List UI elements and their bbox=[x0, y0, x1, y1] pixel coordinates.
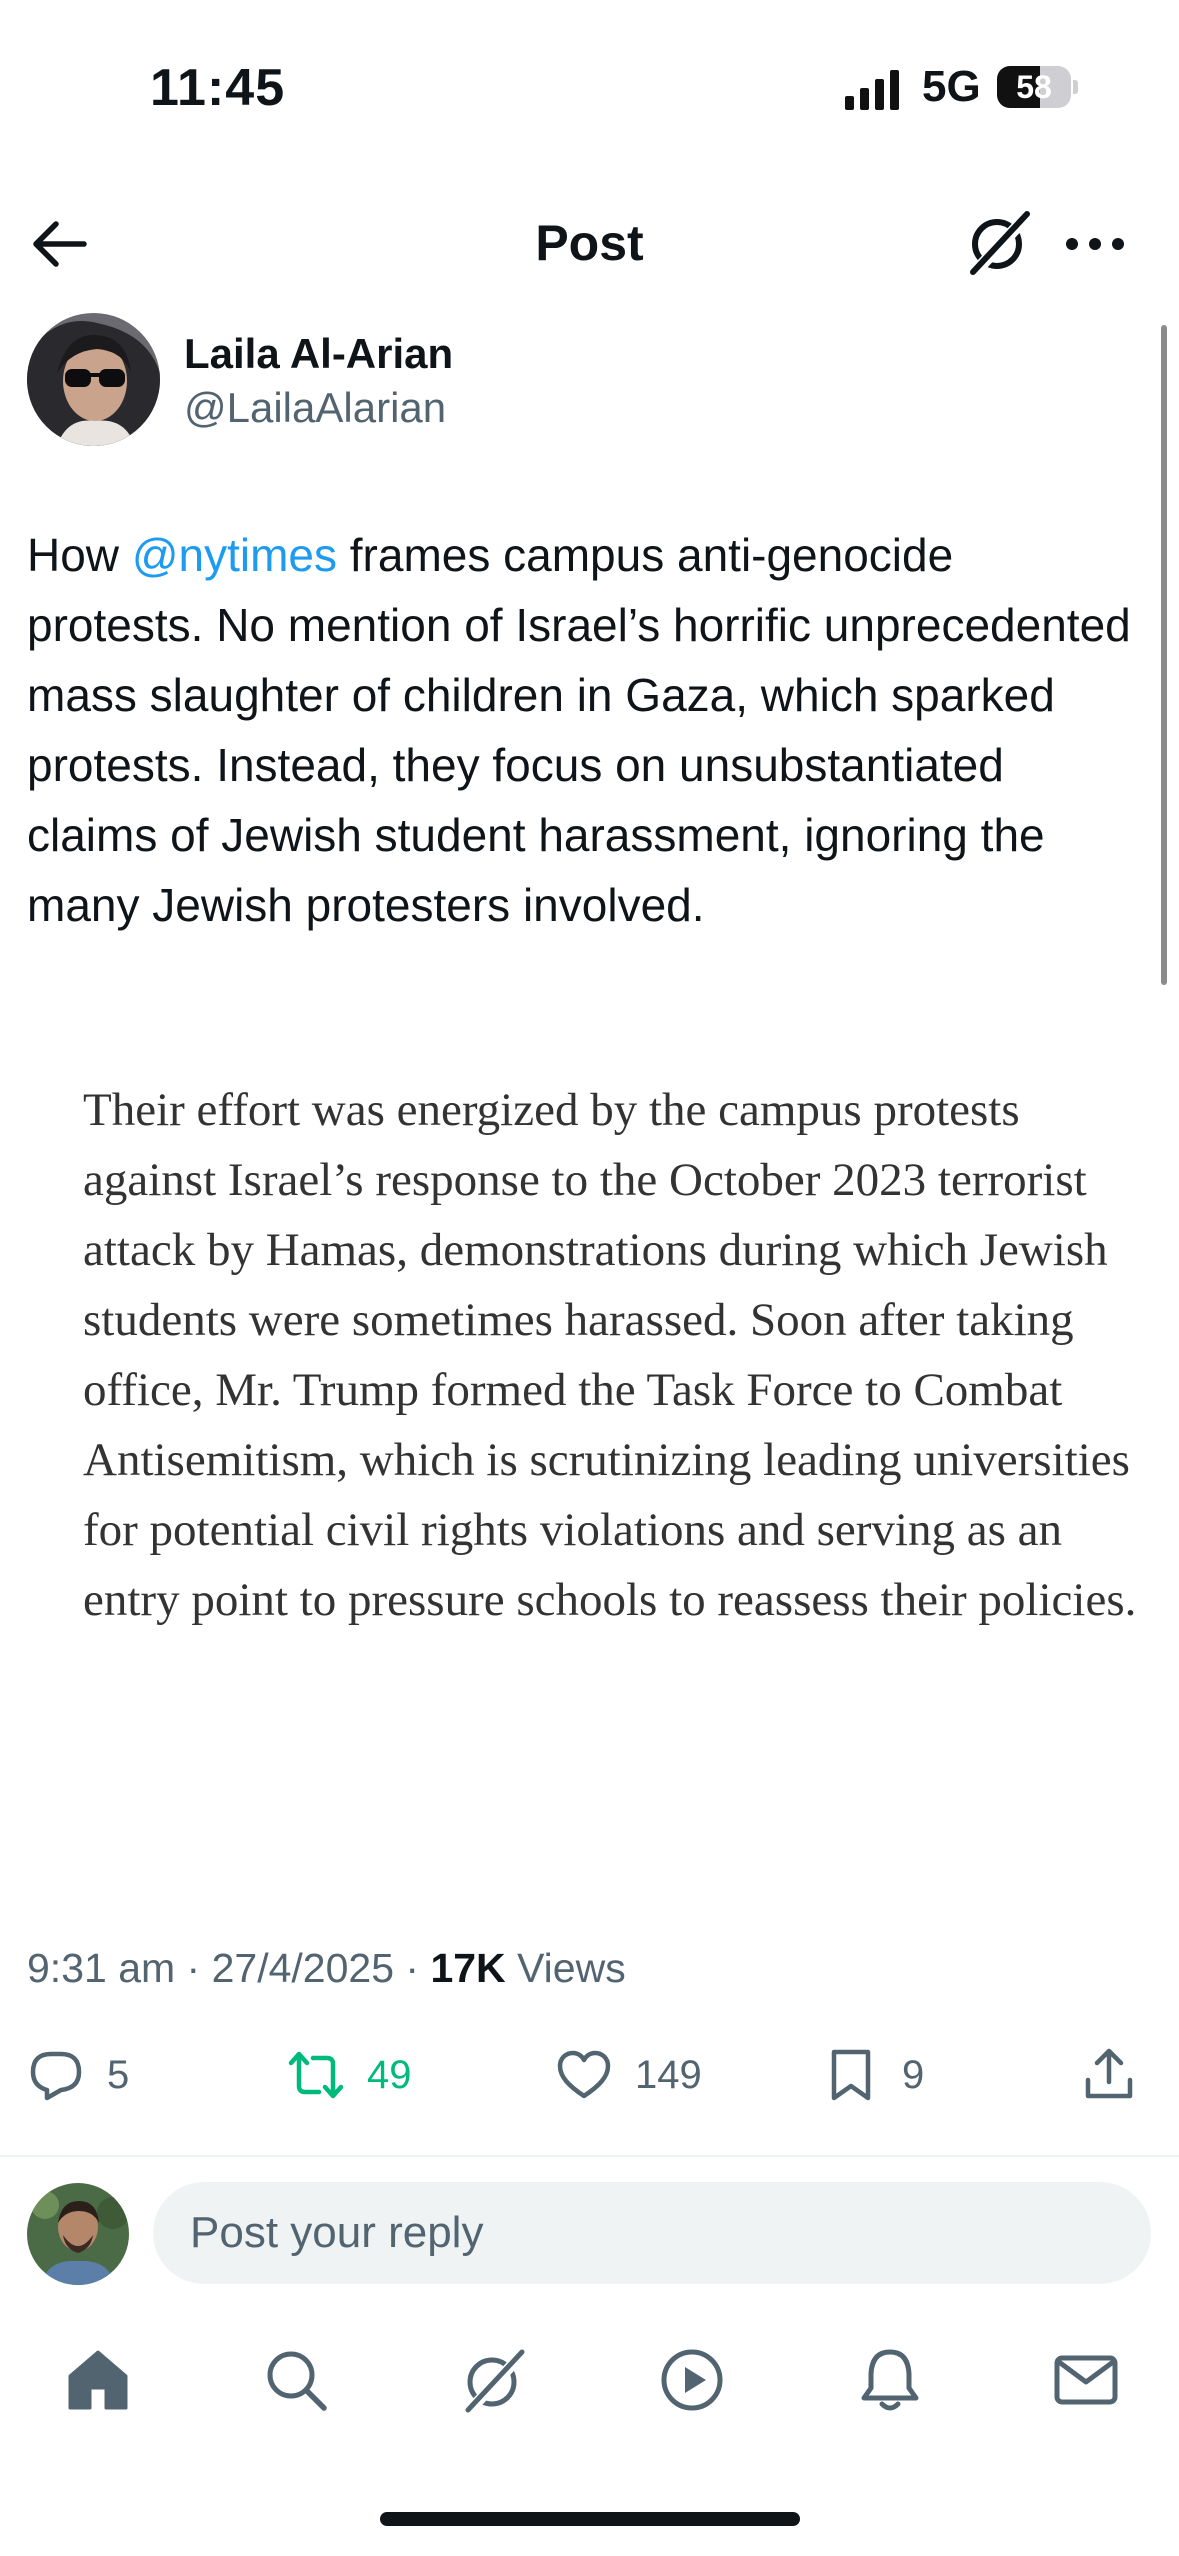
home-icon bbox=[62, 2344, 134, 2416]
scrollbar[interactable] bbox=[1161, 325, 1167, 985]
meta-separator: · bbox=[394, 1945, 431, 1991]
tab-search[interactable] bbox=[260, 2344, 332, 2416]
post-date: 27/4/2025 bbox=[211, 1945, 394, 1991]
like-button[interactable] bbox=[555, 2040, 702, 2110]
post-text-start: How bbox=[27, 529, 132, 581]
mention-link[interactable]: @nytimes bbox=[131, 529, 337, 581]
grok-icon[interactable] bbox=[963, 206, 1035, 278]
user-avatar[interactable] bbox=[27, 2183, 129, 2285]
share-button[interactable] bbox=[1080, 2040, 1138, 2110]
status-time: 11:45 bbox=[150, 59, 286, 117]
tab-bar bbox=[0, 2330, 1179, 2430]
post-time: 9:31 am bbox=[27, 1945, 176, 1991]
post-meta bbox=[27, 1945, 626, 1992]
bookmark-icon bbox=[822, 2046, 880, 2104]
quoted-excerpt: Their effort was energized by the campus protests against Israel’s response to the October 2023 terrorist attack by Hamas, demonstrations during which Jewish students were sometimes harassed. Soon after taking office, Mr. Trump formed the Task Force to Combat Antisemitism, which is scrutinizing leading universities for potential civil rights violations and serving as an entry point to pressure schools to reassess their policies. bbox=[83, 1084, 1137, 1626]
views-count: 17K bbox=[430, 1945, 506, 1991]
post-text bbox=[27, 520, 1137, 940]
meta-separator: · bbox=[175, 1945, 212, 1991]
share-icon bbox=[1080, 2046, 1138, 2104]
action-bar bbox=[0, 2040, 1179, 2110]
heart-icon bbox=[555, 2046, 613, 2104]
repost-button[interactable] bbox=[287, 2040, 412, 2110]
author-avatar[interactable] bbox=[27, 313, 160, 446]
tab-home[interactable] bbox=[62, 2344, 134, 2416]
reply-icon bbox=[27, 2046, 85, 2104]
post-text-rest: frames campus anti-genocide protests. No mention of Israel’s horrific unprecedented mass slaughter of children in Gaza, which sparked protests. Instead, they focus on unsubstantiated claims of Jewish student harassment, ignoring the many Jewish protesters involved. bbox=[27, 529, 1131, 931]
views-label: Views bbox=[517, 1945, 626, 1991]
bell-icon bbox=[854, 2344, 926, 2416]
divider bbox=[0, 2155, 1179, 2157]
search-icon bbox=[260, 2344, 332, 2416]
status-bar bbox=[0, 0, 1179, 170]
reply-input[interactable]: Post your reply bbox=[153, 2182, 1151, 2284]
battery-icon bbox=[997, 66, 1077, 108]
repost-icon bbox=[287, 2046, 345, 2104]
author-name[interactable]: Laila Al-Arian bbox=[184, 330, 454, 377]
author-handle[interactable]: @LailaAlarian bbox=[184, 384, 447, 431]
mail-icon bbox=[1050, 2344, 1122, 2416]
tab-grok[interactable] bbox=[458, 2344, 530, 2416]
tab-notifications[interactable] bbox=[854, 2344, 926, 2416]
post-header bbox=[0, 190, 1179, 300]
tab-messages[interactable] bbox=[1050, 2344, 1122, 2416]
reply-button[interactable] bbox=[27, 2040, 129, 2110]
grok-icon bbox=[458, 2344, 530, 2416]
bookmark-count: 9 bbox=[902, 2052, 925, 2097]
network-type: 5G bbox=[922, 62, 981, 111]
home-indicator[interactable] bbox=[380, 2512, 800, 2526]
repost-count: 49 bbox=[367, 2052, 412, 2097]
more-icon[interactable] bbox=[1060, 212, 1130, 276]
video-icon bbox=[656, 2344, 728, 2416]
signal-icon bbox=[845, 70, 905, 110]
like-count: 149 bbox=[635, 2052, 702, 2097]
bookmark-button[interactable] bbox=[822, 2040, 924, 2110]
tab-video[interactable] bbox=[656, 2344, 728, 2416]
reply-count: 5 bbox=[107, 2052, 130, 2097]
page-title: Post bbox=[535, 215, 644, 271]
battery-level: 58 bbox=[1016, 69, 1052, 105]
